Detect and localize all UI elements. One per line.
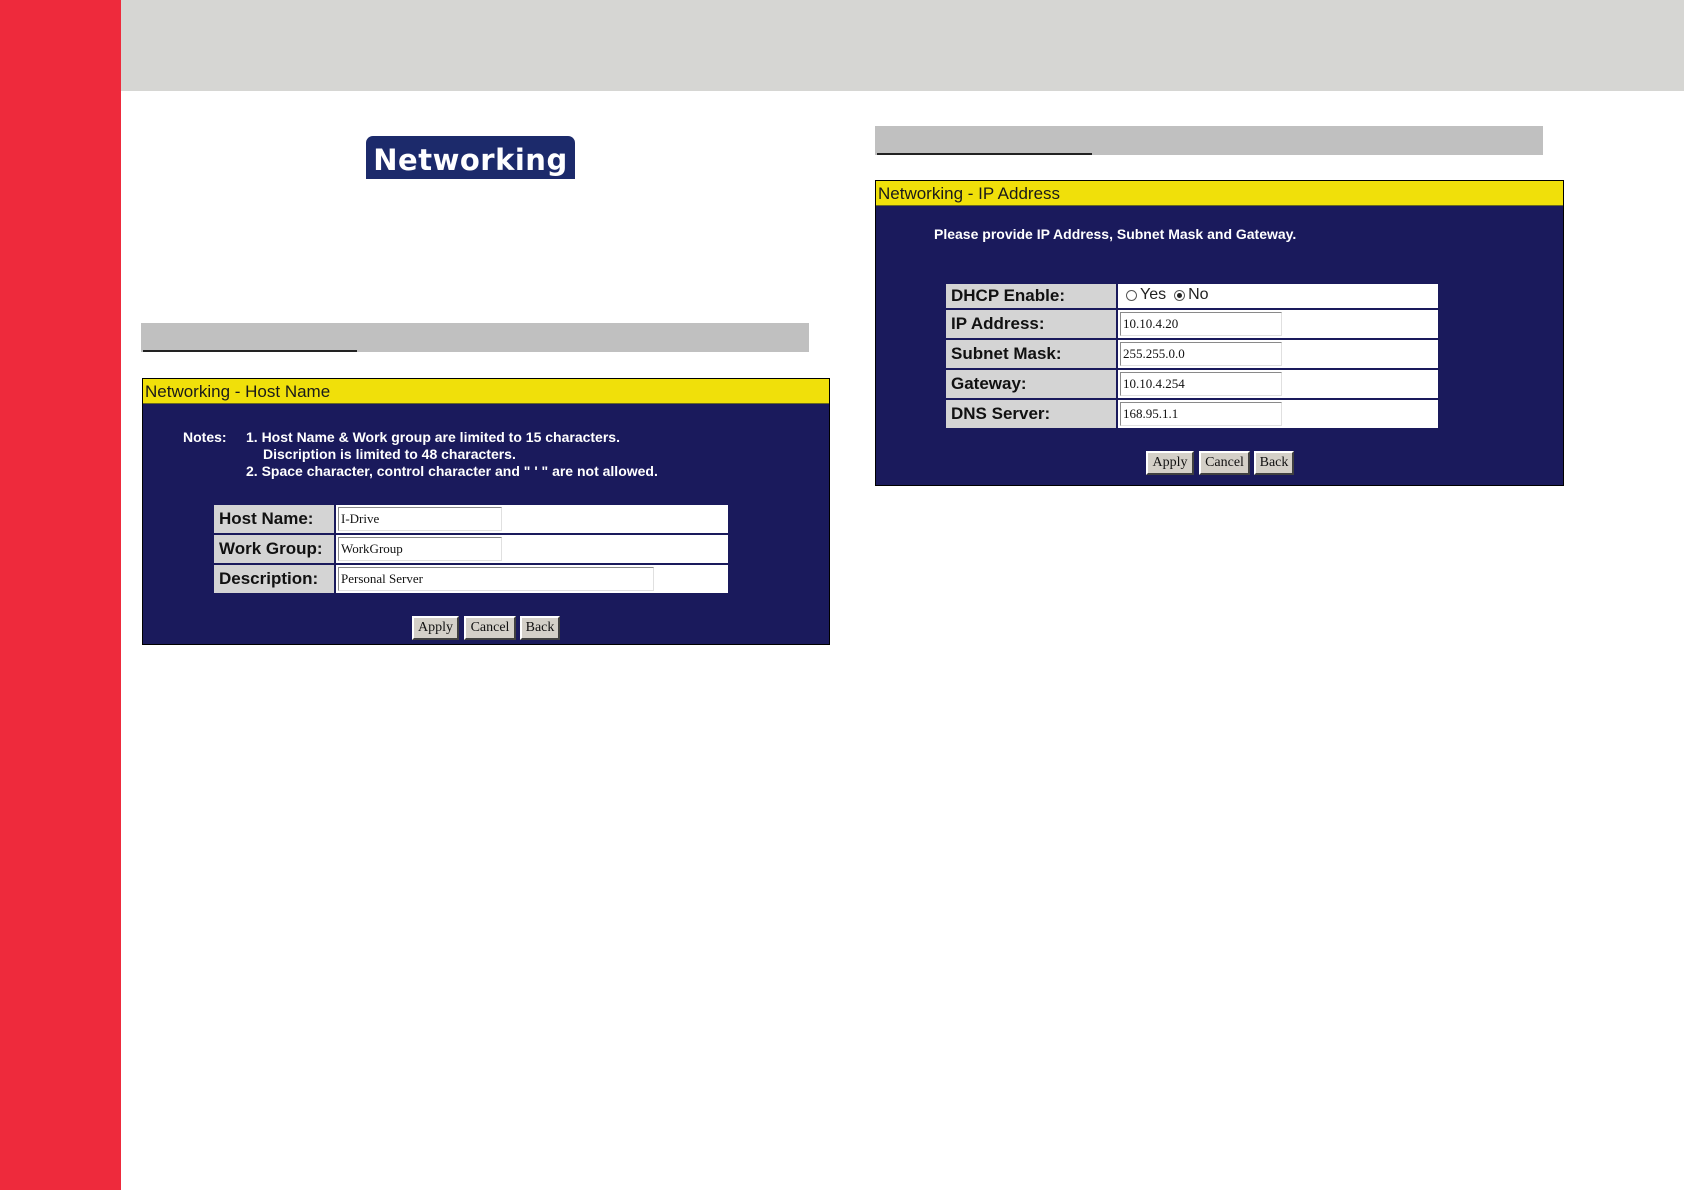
description-cell — [336, 565, 728, 593]
dhcp-no-radio[interactable] — [1174, 290, 1185, 301]
dhcp-yes-label: Yes — [1140, 286, 1167, 303]
work-group-input[interactable]: WorkGroup — [338, 537, 502, 561]
host-name-cell — [336, 505, 728, 533]
ip-apply-button[interactable]: Apply — [1146, 451, 1194, 475]
dhcp-no-label: No — [1188, 286, 1209, 303]
ip-section-bar — [875, 126, 1543, 155]
ip-panel-title: Networking - IP Address — [876, 181, 1563, 206]
gateway-input[interactable]: 10.10.4.254 — [1120, 372, 1282, 396]
host-back-button[interactable]: Back — [520, 616, 560, 640]
subnet-mask-row — [946, 339, 1460, 369]
top-header-bar — [121, 0, 1684, 91]
gateway-cell — [1118, 370, 1438, 398]
subnet-mask-cell — [1118, 340, 1438, 368]
description-label: Description: — [214, 565, 334, 593]
ip-address-cell — [1118, 310, 1438, 338]
subnet-mask-input[interactable]: 255.255.0.0 — [1120, 342, 1282, 366]
ip-form-table — [946, 283, 1460, 429]
ip-address-label: IP Address: — [946, 310, 1116, 338]
ip-instruction: Please provide IP Address, Subnet Mask and Gateway. — [934, 226, 1297, 242]
host-name-label: Host Name: — [214, 505, 334, 533]
dhcp-yes-radio[interactable] — [1126, 290, 1137, 301]
work-group-label: Work Group: — [214, 535, 334, 563]
note-line-3: 2. Space character, control character and " ' " are not allowed. — [246, 463, 658, 479]
work-group-cell — [336, 535, 728, 563]
ip-address-panel — [875, 180, 1564, 486]
host-cancel-button[interactable]: Cancel — [464, 616, 516, 640]
section-underline — [143, 350, 357, 352]
dhcp-radio-group — [1126, 286, 1209, 304]
host-panel-title: Networking - Host Name — [143, 379, 829, 404]
dns-server-input[interactable]: 168.95.1.1 — [1120, 402, 1282, 426]
note-line-2: Discription is limited to 48 characters. — [263, 446, 516, 462]
dhcp-row — [946, 283, 1460, 309]
dns-server-row — [946, 399, 1460, 429]
notes-label: Notes: — [183, 429, 227, 445]
host-name-row — [214, 504, 730, 534]
dns-server-label: DNS Server: — [946, 400, 1116, 428]
section-underline — [877, 153, 1092, 155]
dns-server-cell — [1118, 400, 1438, 428]
work-group-row — [214, 534, 730, 564]
ip-address-row — [946, 309, 1460, 339]
ip-back-button[interactable]: Back — [1254, 451, 1294, 475]
host-apply-button[interactable]: Apply — [412, 616, 459, 640]
networking-badge: Networking — [366, 136, 575, 179]
note-line-1: 1. Host Name & Work group are limited to 15 characters. — [246, 429, 620, 445]
host-form-table — [214, 504, 730, 594]
description-input[interactable]: Personal Server — [338, 567, 654, 591]
host-name-panel — [142, 378, 830, 645]
host-name-input[interactable]: I-Drive — [338, 507, 502, 531]
dhcp-cell — [1118, 284, 1438, 308]
host-section-bar — [141, 323, 809, 352]
subnet-mask-label: Subnet Mask: — [946, 340, 1116, 368]
ip-address-input[interactable]: 10.10.4.20 — [1120, 312, 1282, 336]
gateway-row — [946, 369, 1460, 399]
left-accent-bar — [0, 0, 121, 1190]
ip-cancel-button[interactable]: Cancel — [1199, 451, 1250, 475]
description-row — [214, 564, 730, 594]
dhcp-label: DHCP Enable: — [946, 284, 1116, 308]
gateway-label: Gateway: — [946, 370, 1116, 398]
